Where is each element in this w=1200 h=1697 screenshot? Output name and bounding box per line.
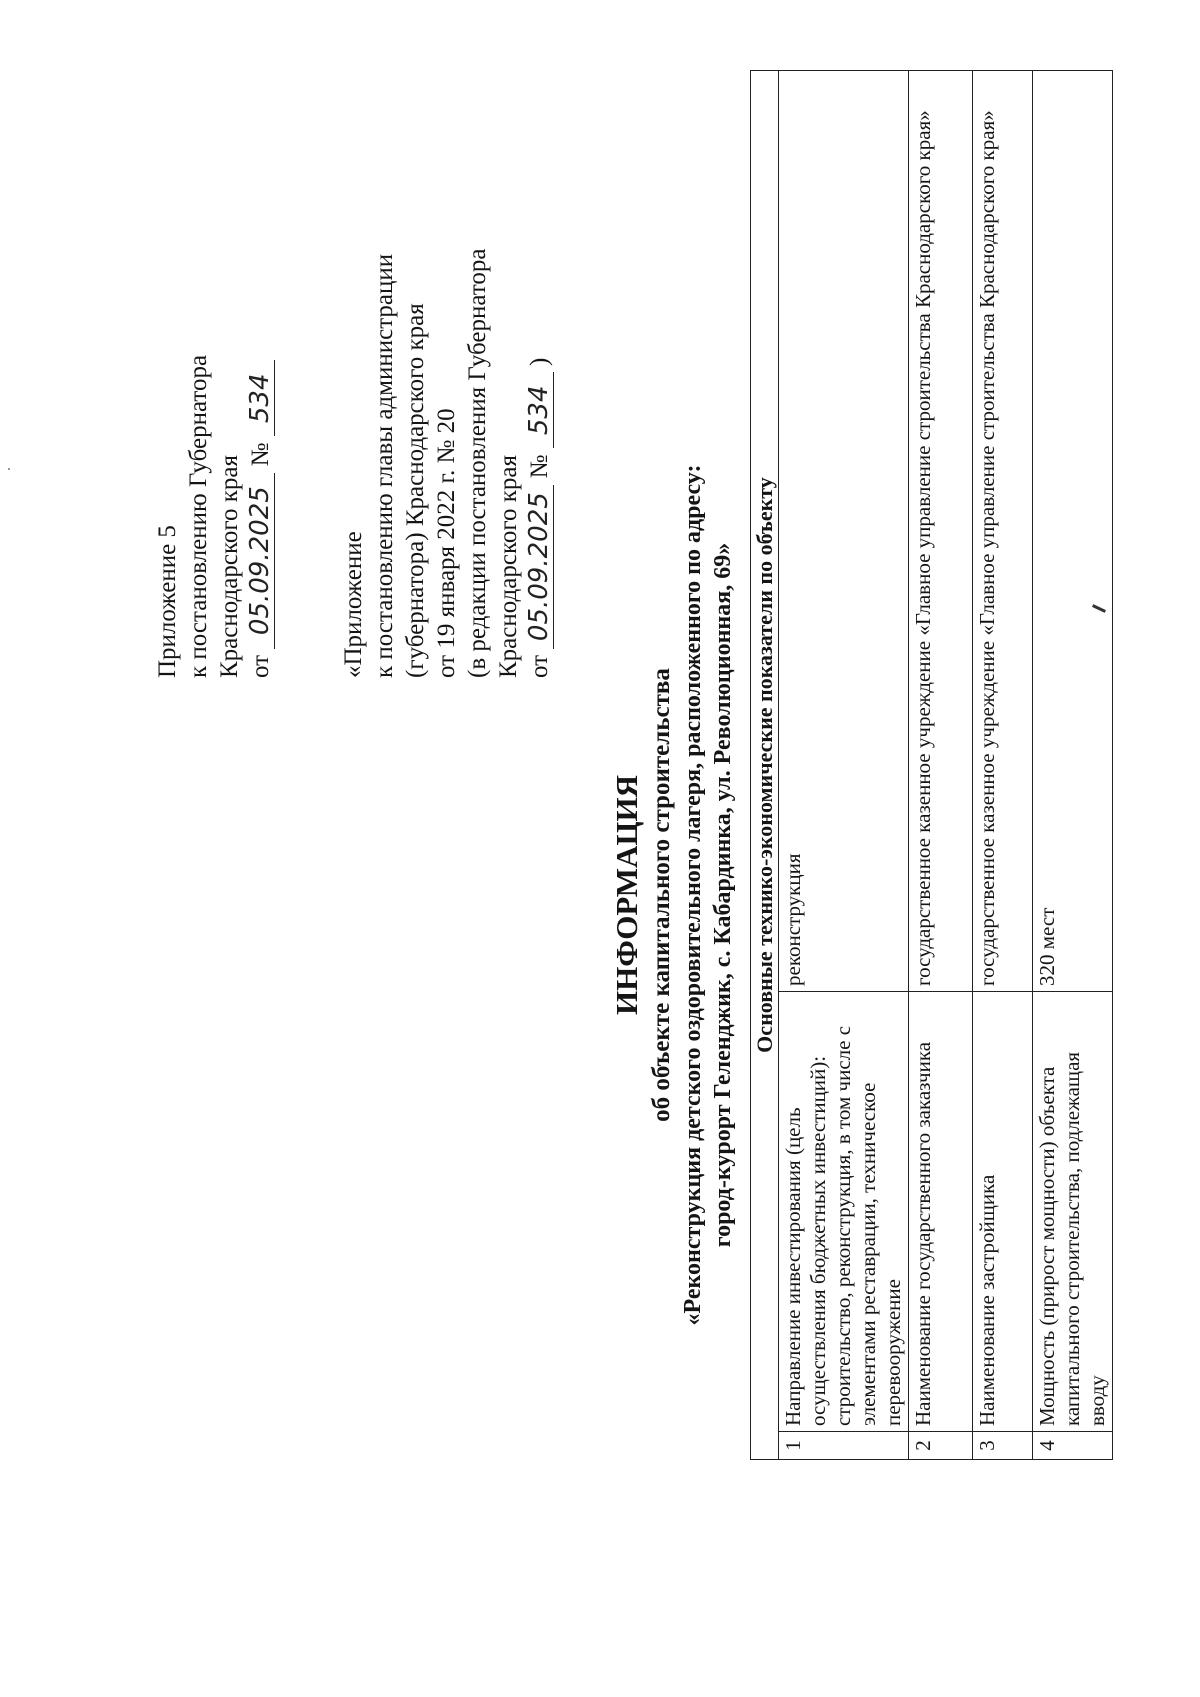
appendix-line: Краснодарского края	[495, 455, 522, 678]
appendix-line: «Приложение	[340, 531, 367, 678]
row-value: 320 мест	[1033, 71, 1113, 992]
row-number: 1	[779, 1432, 909, 1460]
appendix-line: Краснодарского края	[216, 455, 243, 678]
table-header: Основные технико-экономические показатели по объекту	[751, 71, 779, 1460]
table-row	[973, 71, 1033, 1460]
handwritten-date: 05.09.2025	[246, 473, 275, 649]
appendix-line: к постановлению главы администрации	[371, 253, 398, 678]
table-row	[779, 71, 909, 1460]
row-label: Наименование застройщика	[973, 992, 1033, 1432]
appendix-date-line	[524, 248, 555, 678]
closing-parenthesis: )	[526, 357, 553, 367]
table-row	[909, 71, 973, 1460]
row-label: Направление инвестирования (цель осуществления бюджетных инвестиций): строительство, реконструкция, в том числе с элементами реставрации, техническое перевооружение	[779, 992, 909, 1432]
appendix-block-original	[338, 248, 555, 678]
number-prefix: №	[247, 442, 274, 467]
table-header-row	[751, 71, 779, 1460]
row-value: государственное казенное учреждение «Главное управление строительства Краснодарского края»	[973, 71, 1033, 992]
handwritten-date: 05.09.2025	[525, 485, 554, 649]
appendix-line: (губернатора) Краснодарского края	[402, 303, 429, 678]
scan-dot	[8, 468, 10, 470]
date-prefix: от	[526, 654, 553, 678]
appendix-line: от 19 января 2022 г. № 20	[433, 408, 460, 678]
appendix-block-current	[152, 355, 276, 678]
row-value: реконструкция	[779, 71, 909, 992]
row-number: 2	[909, 1432, 973, 1460]
document-subtitle: об объекте капитального строительства	[648, 668, 675, 1122]
indicators-table	[750, 70, 1113, 1460]
table-row	[1033, 71, 1113, 1460]
appendix-line: (в редакции постановления Губернатора	[464, 248, 491, 678]
appendix-line: к постановлению Губернатора	[185, 354, 212, 678]
row-number: 4	[1033, 1432, 1113, 1460]
row-number: 3	[973, 1432, 1033, 1460]
row-value: государственное казенное учреждение «Главное управление строительства Краснодарского края»	[909, 71, 973, 992]
appendix-line: Приложение 5	[154, 525, 181, 678]
rotated-content	[0, 40, 1122, 1640]
row-label: Наименование государственного заказчика	[909, 992, 973, 1432]
object-name-line: город-курорт Геленджик, с. Кабардинка, ул. Революционная, 69»	[710, 542, 736, 1248]
object-name-line: «Реконструкция детского оздоровительного лагеря, расположенного по адресу:	[680, 464, 706, 1326]
appendix-date-line	[245, 355, 276, 678]
document-title: ИНФОРМАЦИЯ	[609, 775, 644, 1015]
row-label: Мощность (прирост мощности) объекта капитального строительства, подлежащая вводу	[1033, 992, 1113, 1432]
handwritten-number: 534	[525, 372, 554, 448]
document-title-block	[608, 150, 738, 1640]
handwritten-number: 534	[246, 360, 275, 436]
number-prefix: №	[526, 454, 553, 479]
date-prefix: от	[247, 654, 274, 678]
